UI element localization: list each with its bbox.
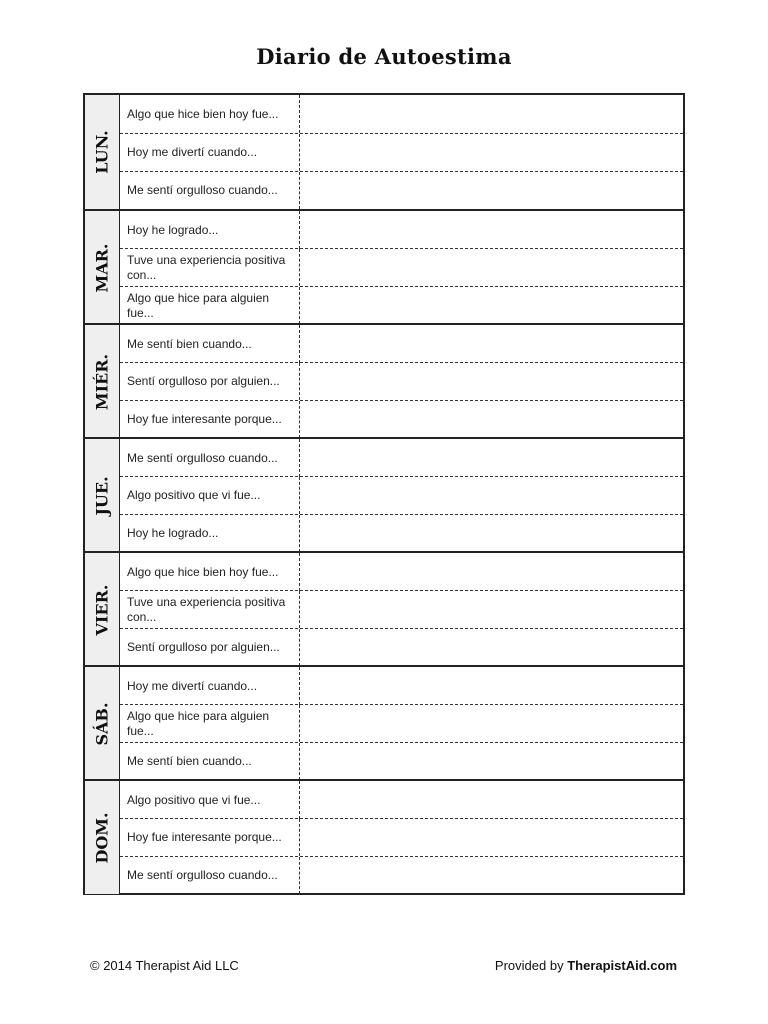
answer-field[interactable]: [300, 287, 683, 324]
prompt-text: Hoy me divertí cuando...: [120, 667, 300, 705]
answer-field[interactable]: [300, 857, 683, 894]
day-label: JUE.: [92, 475, 112, 516]
answer-field[interactable]: [300, 439, 683, 477]
day-label: SÁB.: [92, 701, 112, 746]
prompt-text: Hoy me divertí cuando...: [120, 134, 300, 171]
prompt-text: Algo que hice para alguien fue...: [120, 287, 300, 324]
journal-row: [120, 628, 683, 666]
journal-row: [120, 286, 683, 324]
journal-row: [120, 133, 683, 171]
footer-brand: TherapistAid.com: [567, 958, 677, 973]
journal-row: [120, 362, 683, 400]
prompt-text: Me sentí bien cuando...: [120, 743, 300, 780]
day-label-cell: [85, 781, 120, 894]
answer-field[interactable]: [300, 515, 683, 552]
prompt-text: Algo que hice bien hoy fue...: [120, 553, 300, 591]
journal-row: [120, 400, 683, 438]
answer-field[interactable]: [300, 363, 683, 400]
day-label-cell: [85, 553, 120, 666]
journal-row: [120, 211, 683, 249]
day-label-cell: [85, 211, 120, 324]
day-label: DOM.: [92, 811, 112, 864]
prompt-text: Tuve una experiencia positiva con...: [120, 591, 300, 628]
answer-field[interactable]: [300, 553, 683, 591]
day-block-friday: [85, 551, 683, 666]
answer-field[interactable]: [300, 211, 683, 249]
journal-row: [120, 742, 683, 780]
day-block-wednesday: [85, 323, 683, 438]
day-label-cell: [85, 325, 120, 438]
prompt-text: Algo que hice bien hoy fue...: [120, 95, 300, 133]
answer-field[interactable]: [300, 629, 683, 666]
day-block-tuesday: [85, 209, 683, 324]
day-label: LUN.: [92, 130, 112, 174]
footer-provided-by: [495, 958, 677, 973]
journal-row: [120, 171, 683, 209]
answer-field[interactable]: [300, 172, 683, 209]
day-label: MIÉR.: [92, 353, 112, 410]
answer-field[interactable]: [300, 591, 683, 628]
answer-field[interactable]: [300, 325, 683, 363]
day-label: VIER.: [92, 584, 112, 635]
answer-field[interactable]: [300, 743, 683, 780]
prompt-text: Sentí orgulloso por alguien...: [120, 363, 300, 400]
answer-field[interactable]: [300, 819, 683, 856]
journal-row: [120, 476, 683, 514]
answer-field[interactable]: [300, 667, 683, 705]
prompt-text: Algo que hice para alguien fue...: [120, 705, 300, 742]
answer-field[interactable]: [300, 781, 683, 819]
journal-row: [120, 781, 683, 819]
answer-field[interactable]: [300, 95, 683, 133]
journal-row: [120, 818, 683, 856]
prompt-text: Algo positivo que vi fue...: [120, 477, 300, 514]
prompt-text: Me sentí orgulloso cuando...: [120, 439, 300, 477]
journal-row: [120, 856, 683, 894]
prompt-text: Me sentí orgulloso cuando...: [120, 857, 300, 894]
page-title: Diario de Autoestima: [256, 44, 512, 69]
journal-row: [120, 667, 683, 705]
answer-field[interactable]: [300, 249, 683, 286]
day-label-cell: [85, 439, 120, 552]
prompt-text: Hoy fue interesante porque...: [120, 819, 300, 856]
prompt-text: Hoy he logrado...: [120, 515, 300, 552]
prompt-text: Me sentí orgulloso cuando...: [120, 172, 300, 209]
journal-row: [120, 325, 683, 363]
journal-row: [120, 514, 683, 552]
answer-field[interactable]: [300, 134, 683, 171]
day-block-monday: [85, 95, 683, 209]
journal-row: [120, 553, 683, 591]
journal-row: [120, 704, 683, 742]
prompt-text: Algo positivo que vi fue...: [120, 781, 300, 819]
prompt-text: Hoy he logrado...: [120, 211, 300, 249]
day-label-cell: [85, 95, 120, 209]
journal-row: [120, 248, 683, 286]
prompt-text: Me sentí bien cuando...: [120, 325, 300, 363]
journal-table: [83, 93, 685, 895]
day-block-sunday: [85, 779, 683, 894]
journal-row: [120, 95, 683, 133]
day-label: MAR.: [92, 243, 112, 292]
day-block-saturday: [85, 665, 683, 780]
day-label-cell: [85, 667, 120, 780]
answer-field[interactable]: [300, 401, 683, 438]
prompt-text: Hoy fue interesante porque...: [120, 401, 300, 438]
journal-row: [120, 590, 683, 628]
footer-copyright: © 2014 Therapist Aid LLC: [90, 958, 239, 973]
prompt-text: Sentí orgulloso por alguien...: [120, 629, 300, 666]
answer-field[interactable]: [300, 705, 683, 742]
footer-provided-prefix: Provided by: [494, 958, 564, 973]
answer-field[interactable]: [300, 477, 683, 514]
prompt-text: Tuve una experiencia positiva con...: [120, 249, 300, 286]
journal-row: [120, 439, 683, 477]
day-block-thursday: [85, 437, 683, 552]
